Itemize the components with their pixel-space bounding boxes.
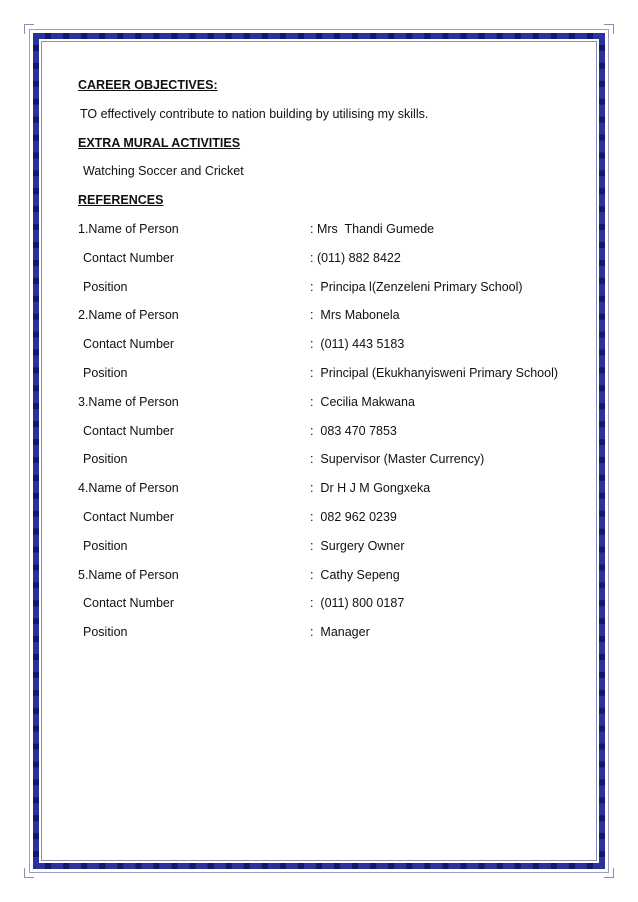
corner-ornament-top-right	[604, 24, 614, 34]
reference-value: : Surgery Owner	[310, 538, 405, 553]
reference-value: : Supervisor (Master Currency)	[310, 452, 485, 467]
reference-value: : Principal (Ekukhanyisweni Primary School)	[310, 365, 559, 380]
reference-label: Contact Number	[83, 509, 175, 524]
extra-mural-heading: EXTRA MURAL ACTIVITIES	[78, 136, 241, 150]
references-list	[78, 222, 558, 654]
reference-row	[78, 308, 558, 337]
reference-label: Position	[83, 625, 128, 640]
reference-value: : (011) 882 8422	[310, 250, 401, 265]
reference-value: : Cathy Sepeng	[310, 567, 400, 582]
reference-value: : 083 470 7853	[310, 423, 397, 438]
reference-value: : Dr H J M Gongxeka	[310, 481, 431, 496]
reference-label: Position	[83, 452, 128, 467]
reference-label: Contact Number	[83, 337, 175, 352]
reference-label: 4.Name of Person	[78, 481, 179, 496]
reference-label: Position	[83, 538, 128, 553]
reference-label: Contact Number	[83, 423, 175, 438]
corner-ornament-bottom-right	[604, 868, 614, 878]
reference-row	[78, 481, 558, 510]
reference-row	[78, 568, 558, 597]
reference-value: : Cecilia Makwana	[310, 394, 415, 409]
reference-label: Contact Number	[83, 250, 175, 265]
reference-row	[78, 251, 558, 280]
reference-row	[78, 222, 558, 251]
career-objectives-heading: CAREER OBJECTIVES:	[78, 78, 218, 92]
reference-label: 5.Name of Person	[78, 567, 179, 582]
career-objectives-text: TO effectively contribute to nation building by utilising my skills.	[80, 107, 429, 121]
reference-row	[78, 280, 558, 309]
reference-label: 2.Name of Person	[78, 308, 179, 323]
reference-label: Position	[83, 279, 128, 294]
reference-row	[78, 510, 558, 539]
reference-value: : 082 962 0239	[310, 509, 397, 524]
extra-mural-text: Watching Soccer and Cricket	[83, 164, 244, 178]
reference-value: : Mrs Thandi Gumede	[310, 222, 435, 236]
reference-row	[78, 625, 558, 654]
reference-label: 3.Name of Person	[78, 394, 179, 409]
references-heading: REFERENCES	[78, 193, 164, 207]
reference-label: 1.Name of Person	[78, 222, 179, 236]
reference-row	[78, 366, 558, 395]
reference-row	[78, 452, 558, 481]
reference-row	[78, 337, 558, 366]
reference-row	[78, 539, 558, 568]
corner-ornament-top-left	[24, 24, 34, 34]
reference-value: : Mrs Mabonela	[310, 308, 400, 323]
reference-row	[78, 424, 558, 453]
reference-label: Contact Number	[83, 596, 175, 611]
reference-value: : Principa l(Zenzeleni Primary School)	[310, 279, 523, 294]
reference-label: Position	[83, 365, 128, 380]
reference-value: : (011) 800 0187	[310, 596, 405, 611]
reference-value: : Manager	[310, 625, 370, 640]
reference-row	[78, 596, 558, 625]
corner-ornament-bottom-left	[24, 868, 34, 878]
reference-row	[78, 395, 558, 424]
reference-value: : (011) 443 5183	[310, 337, 405, 352]
